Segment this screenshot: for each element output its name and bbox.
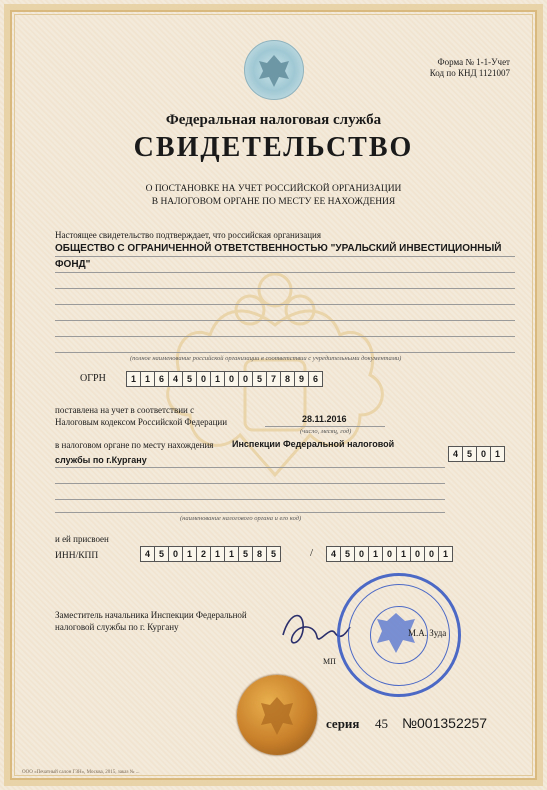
hologram-seal: [244, 40, 304, 100]
digit-cell: 1: [183, 546, 197, 562]
divider: [55, 483, 445, 484]
signatory-name: М.А. Зуда: [408, 628, 447, 638]
digit-cell: 1: [439, 546, 453, 562]
digit-cell: 1: [369, 546, 383, 562]
mp-label: МП: [323, 657, 336, 666]
subtitle-line2: В НАЛОГОВОМ ОРГАНЕ ПО МЕСТУ ЕЕ НАХОЖДЕНИЯ: [151, 197, 396, 207]
org-intro: Настоящее свидетельство подтверждает, что российская организация: [55, 230, 321, 240]
divider: [55, 352, 515, 353]
form-knd: Код по КНД 1121007: [429, 68, 510, 78]
digit-cell: 4: [169, 371, 183, 387]
digit-cell: 4: [140, 546, 155, 562]
digit-cell: 0: [225, 371, 239, 387]
divider: [55, 272, 515, 273]
digit-cell: 9: [295, 371, 309, 387]
digit-cell: 1: [491, 446, 505, 462]
service-name: Федеральная налоговая служба: [165, 112, 382, 128]
digit-cell: 0: [355, 546, 369, 562]
page-title: СВИДЕТЕЛЬСТВО: [133, 132, 414, 163]
digit-cell: 0: [239, 371, 253, 387]
divider: [55, 499, 445, 500]
eagle-icon: [245, 41, 303, 99]
divider: [55, 304, 515, 305]
authority-name-part2: службы по г.Кургану: [55, 455, 147, 465]
digit-cell: 1: [211, 371, 225, 387]
digit-cell: 1: [397, 546, 411, 562]
authority-name-part1: Инспекции Федеральной налоговой: [232, 439, 395, 449]
digit-cell: 1: [141, 371, 155, 387]
authority-code-cells: [448, 446, 505, 462]
digit-cell: 1: [126, 371, 141, 387]
digit-cell: 4: [326, 546, 341, 562]
ogrn-label: ОГРН: [80, 373, 106, 384]
digit-cell: 2: [197, 546, 211, 562]
digit-cell: 0: [383, 546, 397, 562]
inn-cells: [140, 546, 281, 562]
inn-kpp-label: ИНН/КПП: [55, 551, 99, 561]
digit-cell: 0: [169, 546, 183, 562]
divider: [55, 288, 515, 289]
authority-label: в налоговом органе по месту нахождения: [55, 440, 214, 450]
registration-date: 28.11.2016: [302, 414, 347, 424]
digit-cell: 0: [197, 371, 211, 387]
digit-cell: 0: [425, 546, 439, 562]
digit-cell: 7: [267, 371, 281, 387]
form-name: Форма № 1-1-Учет: [437, 57, 510, 67]
digit-cell: 0: [411, 546, 425, 562]
digit-cell: 0: [477, 446, 491, 462]
digit-cell: 5: [155, 546, 169, 562]
series-label: серия: [326, 716, 360, 731]
digit-cell: 1: [211, 546, 225, 562]
printer-footer: ООО «Печатный салон ГЗН», Москва, 2015, заказ № ...: [22, 770, 140, 775]
digit-cell: 6: [309, 371, 323, 387]
org-name-line2: ФОНД": [55, 259, 91, 270]
gold-seal: [237, 675, 317, 755]
divider: [55, 320, 515, 321]
org-name-hint: (полное наименование российской организации в соответствии с учредительными документами): [130, 355, 402, 362]
digit-cell: 5: [267, 546, 281, 562]
seal-eagle-icon: [237, 675, 317, 755]
signatory-title-line2: налоговой службы по г. Кургану: [55, 622, 179, 632]
org-name-line1: ОБЩЕСТВО С ОГРАНИЧЕННОЙ ОТВЕТСТВЕННОСТЬЮ "УРАЛЬСКИЙ ИНВЕСТИЦИОННЫЙ: [55, 243, 502, 254]
authority-hint: (наименование налогового органа и его код): [180, 515, 302, 522]
divider: [55, 467, 445, 468]
divider: [55, 336, 515, 337]
digit-cell: 5: [253, 371, 267, 387]
registration-line2: Налоговым кодексом Российской Федерации: [55, 417, 228, 427]
ogrn-cells: [126, 371, 323, 387]
registration-line1: поставлена на учет в соответствии с: [55, 405, 195, 415]
digit-cell: 5: [239, 546, 253, 562]
divider: [265, 426, 385, 427]
digit-cell: 1: [225, 546, 239, 562]
divider: [55, 512, 445, 513]
serial-number: №001352257: [402, 715, 488, 731]
kpp-cells: [326, 546, 453, 562]
assigned-label: и ей присвоен: [55, 534, 109, 544]
series-value: 45: [375, 716, 388, 731]
inn-kpp-slash: /: [310, 547, 314, 559]
subtitle-line1: О ПОСТАНОВКЕ НА УЧЕТ РОССИЙСКОЙ ОРГАНИЗАЦИИ: [145, 184, 402, 194]
date-hint: (число, месяц, год): [300, 428, 352, 435]
digit-cell: 8: [253, 546, 267, 562]
digit-cell: 5: [341, 546, 355, 562]
signatory-title-line1: Заместитель начальника Инспекции Федеральной: [55, 610, 247, 620]
digit-cell: 6: [155, 371, 169, 387]
digit-cell: 8: [281, 371, 295, 387]
divider: [55, 256, 515, 257]
digit-cell: 5: [183, 371, 197, 387]
digit-cell: 4: [448, 446, 463, 462]
digit-cell: 5: [463, 446, 477, 462]
